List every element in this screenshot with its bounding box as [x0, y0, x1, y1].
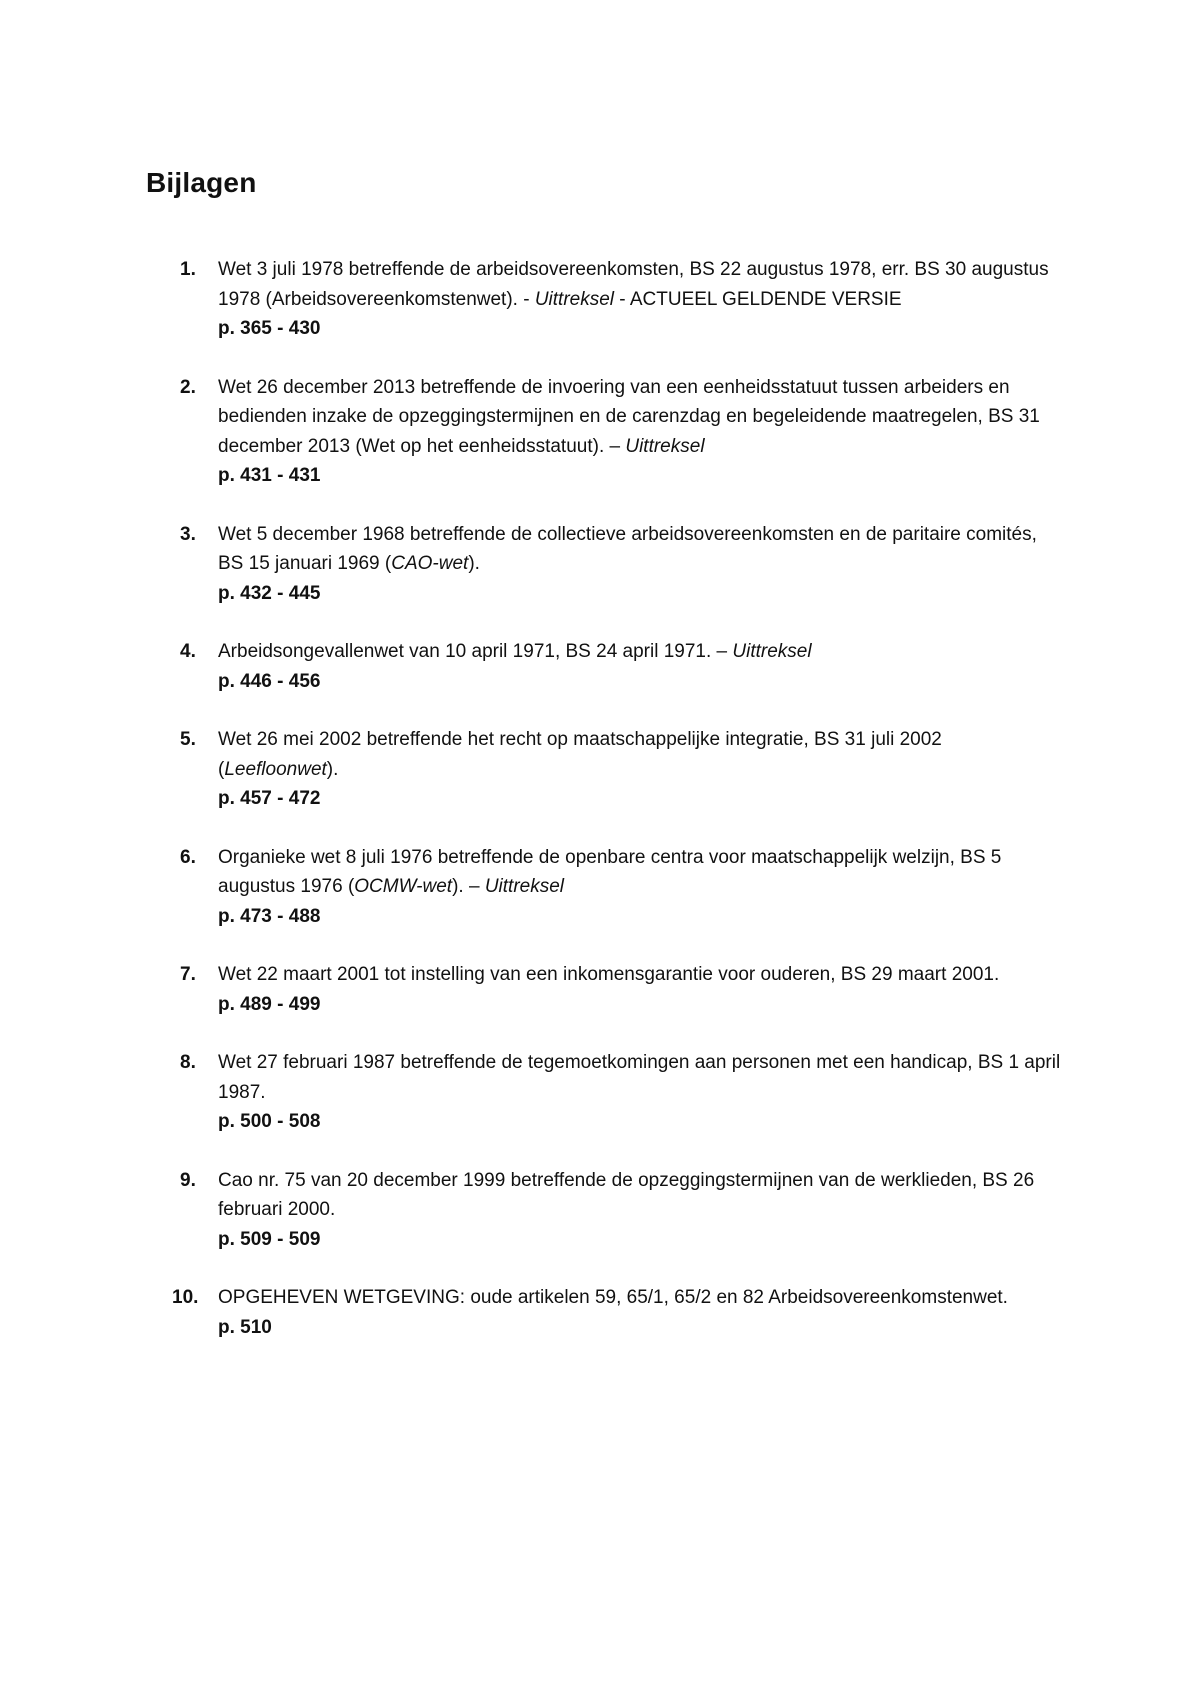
list-item-text [218, 520, 1064, 579]
page-title: Bijlagen [146, 166, 257, 198]
list-item-pages: p. 489 - 499 [218, 993, 321, 1015]
list-item [0, 255, 1200, 344]
list-item-pages: p. 473 - 488 [218, 905, 321, 927]
list-item-text [218, 1166, 1064, 1225]
list-item-pages: p. 365 - 430 [218, 318, 321, 339]
list-item-text-part: Cao nr. 75 van 20 december 1999 betreffende de opzeggingstermijnen van de werklieden, BS 26 februari 2000. [218, 1169, 1035, 1220]
list-item-number: 3. [180, 523, 196, 545]
list-item-text-part: Uittreksel [625, 435, 705, 457]
list-item-number: 6. [180, 846, 196, 868]
list-item [0, 960, 1200, 1019]
list-item-text-part: Leefloonwet [224, 758, 327, 780]
list-item-pages: p. 509 - 509 [218, 1228, 321, 1250]
list-item-pages: p. 510 [218, 1316, 272, 1338]
list-item [0, 637, 1200, 696]
list-item-number: 10. [172, 1287, 199, 1308]
list-item-text-part: Uittreksel [484, 876, 564, 897]
list-item [0, 373, 1200, 491]
list-item-number: 8. [180, 1052, 196, 1073]
list-item-text-part: Uittreksel [732, 641, 812, 662]
list-item [0, 1283, 1200, 1342]
list-item-text [218, 1283, 1064, 1313]
list-item-text-part: Wet 26 mei 2002 betreffende het recht op maatschappelijke integratie, BS 31 juli 2002 ( [218, 729, 942, 780]
annex-list [0, 255, 1200, 1371]
list-item-text [218, 255, 1064, 314]
list-item-text [218, 843, 1064, 902]
list-item-number: 9. [180, 1169, 196, 1191]
list-item [0, 843, 1200, 932]
list-item-text-part: Uittreksel [534, 288, 615, 310]
list-item-text-part: - ACTUEEL GELDENDE VERSIE [614, 288, 902, 310]
list-item [0, 520, 1200, 609]
list-item [0, 1048, 1200, 1137]
list-item-text-part: Wet 22 maart 2001 tot instelling van een inkomensgarantie voor ouderen, BS 29 maart 2001. [218, 964, 1000, 985]
list-item-text-part: Wet 5 december 1968 betreffende de collectieve arbeidsovereenkomsten en de paritaire comités, BS 15 januari 1969 ( [218, 523, 1037, 574]
list-item-text [218, 960, 1064, 990]
list-item-text-part: ). [326, 758, 339, 780]
list-item-text [218, 373, 1064, 462]
list-item-pages: p. 431 - 431 [218, 465, 321, 486]
list-item-number: 5. [180, 729, 196, 750]
list-item-text-part: Wet 27 februari 1987 betreffende de tegemoetkomingen aan personen met een handicap, BS 1 april 1987. [218, 1052, 1061, 1103]
list-item-text [218, 725, 1064, 784]
list-item-text-part: Organieke wet 8 juli 1976 betreffende de openbare centra voor maatschappelijk welzijn, BS 5 augustus 1976 ( [218, 846, 1002, 897]
list-item-number: 1. [180, 259, 196, 280]
list-item-text [218, 637, 1064, 667]
list-item-text-part: OPGEHEVEN WETGEVING: oude artikelen 59, 65/1, 65/2 en 82 Arbeidsovereenkomstenwet. [218, 1287, 1008, 1308]
list-item-text-part: Wet 26 december 2013 betreffende de invoering van een eenheidsstatuut tussen arbeiders en bedienden inzake de opzeggingstermijnen en de carenzdag en begeleidende maatregelen, BS 31 december 2013 (Wet op het eenheidsstatuut). – [218, 376, 1040, 457]
list-item-number: 4. [180, 641, 196, 662]
list-item-number: 2. [180, 376, 196, 398]
list-item-text-part: ). – [452, 876, 485, 897]
list-item-text-part: CAO-wet [391, 553, 469, 574]
list-item-text-part: OCMW-wet [354, 876, 453, 897]
list-item-text-part: Wet 3 juli 1978 betreffende de arbeidsovereenkomsten, BS 22 augustus 1978, err. BS 30 augustus 1978 (Arbeidsovereenkomstenwet). - [218, 259, 1049, 310]
list-item-number: 7. [180, 964, 196, 985]
list-item [0, 725, 1200, 814]
list-item-text-part: ). [468, 553, 480, 574]
list-item-text-part: Arbeidsongevallenwet van 10 april 1971, BS 24 april 1971. – [218, 641, 733, 662]
list-item-pages: p. 500 - 508 [218, 1111, 321, 1132]
list-item [0, 1166, 1200, 1255]
list-item-pages: p. 432 - 445 [218, 582, 321, 604]
list-item-pages: p. 457 - 472 [218, 788, 321, 809]
list-item-text [218, 1048, 1064, 1107]
list-item-pages: p. 446 - 456 [218, 670, 321, 692]
